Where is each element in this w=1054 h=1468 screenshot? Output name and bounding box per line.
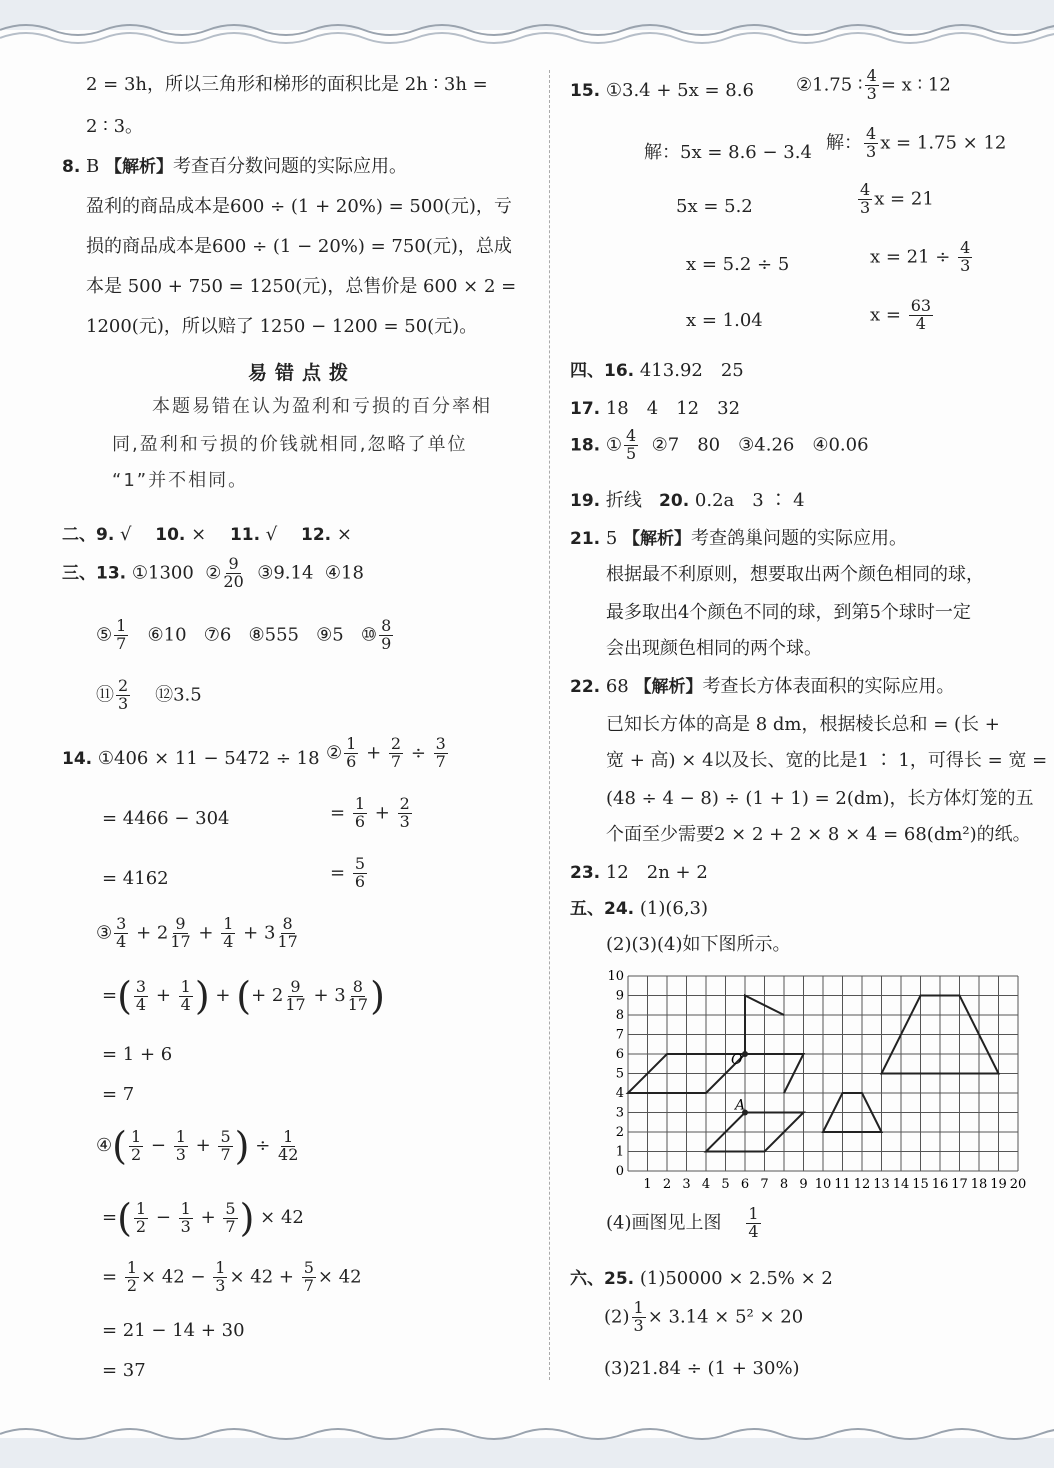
q23-number: 23. [570, 863, 601, 883]
paren: ( [117, 1196, 132, 1240]
fraction: $\frac{1}{3}$ [180, 1198, 191, 1236]
times-42: × 42 [317, 1266, 362, 1288]
x-tick-label: 10 [814, 1177, 832, 1192]
q24-after [606, 1206, 763, 1241]
paren: ) [234, 1124, 250, 1168]
x-tick-label: 14 [892, 1177, 910, 1192]
q17 [570, 394, 740, 420]
equals-sign: = [102, 1266, 118, 1288]
fraction: $\frac{4}{5}$ [626, 426, 637, 463]
answer-13-6: ⑥10 [147, 624, 187, 646]
answer-13-4: ④18 [324, 562, 364, 584]
equals-sign: = [102, 985, 118, 1006]
fraction: $\frac{3}{4}$ [116, 914, 127, 951]
q15-step: 解：5x = 8.6 − 3.4 [644, 142, 812, 163]
column-divider [549, 70, 550, 1380]
q12-number: 12. [301, 525, 332, 545]
fraction: $\frac{1}{3}$ [215, 1258, 226, 1295]
q14-part3-marker: ③ [96, 922, 113, 944]
times-42: × 42 [260, 1207, 304, 1228]
y-tick-label: 4 [615, 1086, 624, 1101]
section-3-row1 [62, 556, 364, 591]
q8-header [62, 152, 407, 178]
q14-part2-result [330, 856, 369, 891]
q15-step [870, 240, 974, 275]
q21-number: 21. [570, 529, 601, 549]
q24-part4-text: (4)画图见上图 [606, 1212, 722, 1234]
fraction: $\frac{8}{17}$ [277, 914, 298, 951]
section-5 [570, 894, 708, 919]
plus-whole: + 3 [243, 922, 276, 944]
q15-result: x = 1.04 [686, 310, 763, 331]
fraction: $\frac{1}{6}$ [354, 794, 366, 831]
q20-number: 20. [659, 491, 690, 511]
fraction: $\frac{3}{7}$ [435, 734, 446, 771]
fraction: $\frac{2}{7}$ [390, 734, 402, 771]
divide-sign: ÷ [255, 1135, 271, 1156]
plus-sign: + [366, 742, 382, 764]
fraction: $\frac{5}{7}$ [225, 1198, 236, 1236]
ratio-right: = x ∶ 12 [880, 74, 951, 96]
tip-line: “1”并不相同。 [112, 470, 249, 491]
q14-part3-result: = 7 [102, 1084, 135, 1105]
answer-13-12: ⑫3.5 [155, 684, 202, 706]
y-tick-label: 10 [607, 969, 624, 984]
divide-sign: ÷ [410, 742, 426, 764]
fraction: $\frac{8}{17}$ [347, 976, 369, 1014]
fraction: $\frac{1}{3}$ [633, 1298, 644, 1335]
y-tick-label: 5 [615, 1066, 624, 1082]
point-A-label: A [735, 1097, 746, 1114]
times-42: × 42 [141, 1266, 185, 1288]
answer-13-1: ①1300 [131, 562, 194, 584]
point-O-dot [742, 1051, 748, 1057]
equation: x = 21 [874, 188, 934, 210]
section-6 [570, 1264, 833, 1289]
fraction: $\frac{4}{3}$ [960, 238, 971, 275]
q22-line: (48 ÷ 4 − 8) ÷ (1 + 1) = 2(dm)，长方体灯笼的五 [606, 788, 1034, 809]
q21-description: 考查鸽巢问题的实际应用。 [691, 528, 908, 549]
answer-22: 68 [605, 676, 629, 697]
q14-part1-expression: ①406 × 11 − 5472 ÷ 18 [97, 748, 320, 769]
q21-line: 会出现颜色相同的两个球。 [606, 638, 822, 659]
answer-12: × [336, 524, 352, 545]
x-tick-label: 20 [1009, 1177, 1027, 1192]
x-tick-label: 1 [643, 1177, 652, 1192]
q8-analysis-tag: 【解析】 [105, 157, 173, 177]
q11-number: 11. [229, 525, 261, 545]
answer-16: 413.92 25 [639, 360, 744, 381]
q8-description: 考查百分数问题的实际应用。 [173, 156, 407, 177]
expression: × 3.14 × 5² × 20 [647, 1306, 804, 1328]
answer-9: √ [120, 524, 132, 545]
y-tick-label: 7 [615, 1027, 624, 1043]
q14-part3-step: = 1 + 6 [102, 1044, 173, 1065]
q14-part4-step: = 21 − 14 + 30 [102, 1320, 245, 1341]
q8-line: 本是 500 + 750 = 1250(元)，总售价是 600 × 2 = [86, 276, 517, 297]
fraction: $\frac{1}{2}$ [135, 1198, 147, 1236]
x-tick-label: 6 [740, 1177, 750, 1192]
q7-continuation-line2: 2 ∶ 3。 [86, 116, 144, 137]
x-tick-label: 4 [701, 1177, 711, 1192]
point-O-label: O [731, 1052, 743, 1068]
q18-number: 18. [570, 435, 601, 456]
fraction: $\frac{3}{4}$ [135, 976, 147, 1014]
answer-18-1-marker: ① [605, 434, 622, 456]
fraction: $\frac{1}{42}$ [278, 1126, 299, 1164]
q19-number: 19. [570, 491, 601, 511]
answer-13-2-marker: ② [205, 562, 222, 584]
answer-13-8: ⑧555 [248, 624, 299, 646]
x-tick-label: 17 [951, 1177, 968, 1192]
fraction: $\frac{1}{4}$ [223, 914, 234, 951]
fraction: $\frac{1}{2}$ [130, 1126, 142, 1164]
q15-header [570, 80, 754, 101]
equals-sign: = [102, 1207, 118, 1228]
q21-line: 根据最不利原则，想要取出两个颜色相同的球， [606, 564, 984, 585]
fraction: $\frac{4}{3}$ [866, 66, 877, 103]
x-tick-label: 18 [970, 1177, 988, 1192]
q14-part4-marker: ④ [96, 1135, 113, 1156]
x-tick-label: 2 [662, 1177, 672, 1192]
y-tick-label: 9 [615, 988, 624, 1004]
q8-line: 损的商品成本是600 ÷ (1 − 20%) = 750(元)，总成 [86, 236, 512, 257]
times-42: × 42 [229, 1266, 274, 1288]
plus-sign: + [198, 922, 214, 944]
q8-number: 8. [62, 157, 81, 177]
answer-19: 折线 [605, 490, 642, 511]
plus-sign: + [374, 802, 390, 824]
q22-header [570, 672, 955, 698]
x-tick-label: 3 [682, 1177, 691, 1192]
fraction: $\frac{1}{2}$ [126, 1258, 138, 1295]
paren: ) [370, 974, 385, 1018]
q24-sub: (2)(3)(4)如下图所示。 [606, 934, 791, 955]
fraction: $\frac{4}{3}$ [860, 180, 871, 217]
section-6-label: 六、25. [570, 1269, 635, 1289]
y-tick-label: 1 [615, 1144, 624, 1160]
coordinate-grid-figure [600, 966, 1030, 1196]
y-tick-label: 2 [615, 1125, 624, 1140]
x-tick-label: 5 [721, 1177, 730, 1192]
fraction: $\frac{8}{9}$ [381, 616, 392, 653]
q22-line: 已知长方体的高是 8 dm，根据棱长总和 = (长 + [606, 714, 1000, 735]
q15-number: 15. [570, 81, 601, 101]
q14-part2-step [330, 796, 414, 831]
q14-part2-expression [326, 736, 450, 771]
section-5-label: 五、24. [570, 899, 635, 919]
q15-step: x = 5.2 ÷ 5 [686, 254, 790, 275]
q8-line: 1200(元)，所以赔了 1250 − 1200 = 50(元)。 [86, 316, 478, 337]
x-tick-label: 7 [760, 1177, 769, 1192]
plus-whole: + 2 [136, 922, 169, 944]
fraction: $\frac{1}{4}$ [748, 1204, 759, 1241]
x-tick-label: 8 [779, 1177, 789, 1192]
q14-part4-result: = 37 [102, 1360, 146, 1381]
q21-analysis-tag: 【解析】 [623, 529, 692, 549]
fraction: $\frac{1}{3}$ [175, 1126, 186, 1164]
q23 [570, 858, 708, 884]
q22-line: 个面至少需要2 × 2 + 2 × 8 × 4 = 68(dm²)的纸。 [606, 824, 1031, 845]
q7-continuation-line1: 2 = 3h，所以三角形和梯形的面积比是 2h ∶ 3h = [86, 74, 488, 95]
plus-sign: + [155, 985, 171, 1006]
paren: ) [239, 1196, 255, 1240]
x-tick-label: 15 [912, 1177, 929, 1192]
y-tick-label: 3 [615, 1105, 624, 1121]
q14-part2-marker: ② [326, 742, 343, 764]
section-3-row3 [96, 678, 202, 713]
q14-part3-grouped [102, 974, 385, 1018]
y-tick-label: 0 [615, 1164, 624, 1179]
answer-10: × [191, 524, 207, 545]
plus-sign: + [215, 985, 231, 1006]
q18 [570, 428, 869, 463]
marker: (2) [604, 1306, 630, 1328]
fraction: $\frac{4}{3}$ [866, 124, 877, 161]
answer-25-2 [604, 1300, 803, 1335]
q15-step [856, 182, 934, 217]
equals-sign: = [330, 862, 346, 884]
x-tick-label: 11 [834, 1177, 851, 1192]
q10-number: 10. [155, 525, 186, 545]
y-tick-label: 8 [615, 1008, 624, 1023]
q19-q20 [570, 486, 805, 512]
answer-13-5-marker: ⑤ [96, 624, 113, 646]
answer-25-1: (1)50000 × 2.5% × 2 [639, 1268, 833, 1289]
fraction: $\frac{9}{20}$ [223, 554, 244, 591]
tip-line: 本题易错在认为盈利和亏损的百分率相 [152, 396, 492, 417]
answer-21: 5 [605, 528, 618, 549]
fraction: $\frac{63}{4}$ [910, 296, 932, 333]
answer-11: √ [265, 524, 278, 545]
paren: ( [112, 1124, 127, 1168]
q21-line: 最多取出4个颜色不同的球，到第5个球时一定 [606, 602, 971, 623]
fraction: $\frac{5}{7}$ [220, 1126, 231, 1164]
x-tick-label: 19 [990, 1177, 1007, 1192]
answer-13-10-marker: ⑩ [360, 624, 378, 646]
fraction: $\frac{2}{3}$ [118, 676, 129, 713]
equation: x = [870, 304, 901, 326]
q22-description: 考查长方体表面积的实际应用。 [702, 676, 955, 697]
answer-13-3: ③9.14 [257, 562, 314, 584]
q14-part4-distributed: = $\frac{1}{2}$ × 42 − $\frac{1}{3}$ × 42 + $\frac{5}{7}$ × 42 [102, 1258, 362, 1295]
fraction: $\frac{1}{4}$ [180, 976, 191, 1014]
whole: + 2 [251, 985, 284, 1006]
q21-header [570, 524, 907, 550]
x-tick-label: 9 [799, 1177, 808, 1192]
answer-13-9: ⑨5 [316, 624, 344, 646]
q14-part1-header [62, 748, 320, 769]
section-4-label: 四、16. [570, 361, 635, 381]
answer-13-7: ⑦6 [203, 624, 232, 646]
q15-part1: ①3.4 + 5x = 8.6 [605, 80, 754, 101]
q14-part1-step: = 4162 [102, 868, 169, 889]
answer-25-3: (3)21.84 ÷ (1 + 30%) [604, 1358, 800, 1379]
plus-sign: + [278, 1266, 294, 1288]
fraction: $\frac{5}{7}$ [303, 1258, 314, 1295]
q8-answer: B [86, 156, 100, 177]
answer-24-1: (1)(6,3) [639, 898, 709, 919]
plus-sign: + [200, 1207, 216, 1228]
q15-result [870, 298, 935, 333]
q14-part4-expression: ④( $\frac{1}{2}$ − $\frac{1}{3}$ + $\frac{5}{7}$ ) ÷ $\frac{1}{42}$ [96, 1124, 299, 1168]
section-3-row2 [96, 618, 395, 653]
q22-analysis-tag: 【解析】 [634, 677, 703, 697]
q8-line: 盈利的商品成本是600 ÷ (1 + 20%) = 500(元)，亏 [86, 196, 512, 217]
tip-line: 同,盈利和亏损的价钱就相同,忽略了单位 [112, 434, 468, 455]
x-tick-label: 16 [931, 1177, 949, 1192]
x-tick-label: 13 [873, 1177, 890, 1192]
q14-part4-step: =( $\frac{1}{2}$ − $\frac{1}{3}$ + $\frac{5}{7}$ ) × 42 [102, 1196, 304, 1240]
fraction: $\frac{1}{7}$ [116, 616, 127, 653]
plus-whole: + 3 [313, 985, 346, 1006]
section-2-answers [62, 520, 352, 546]
footer-wave-decoration [0, 1422, 1054, 1468]
plus-sign: + [195, 1135, 211, 1156]
q17-number: 17. [570, 399, 601, 419]
fraction: $\frac{9}{17}$ [170, 914, 191, 951]
tip-title: 易错点拨 [248, 362, 357, 384]
answer-17: 18 4 12 32 [605, 398, 741, 419]
fraction: $\frac{5}{6}$ [354, 854, 366, 891]
answer-20: 0.2a 3 ∶ 4 [694, 490, 805, 511]
section-3-label: 三、13. [62, 563, 127, 584]
equation: x = 21 ÷ [870, 246, 951, 268]
equals-sign: = [330, 802, 346, 824]
q15-part2 [796, 68, 951, 103]
answer-18-rest: ②7 80 ③4.26 ④0.06 [651, 434, 869, 456]
fraction: $\frac{9}{17}$ [285, 976, 306, 1014]
paren: ( [117, 974, 132, 1018]
answer-13-11-marker: ⑪ [96, 684, 114, 706]
q22-number: 22. [570, 677, 601, 697]
q15-step: 5x = 5.2 [676, 196, 753, 217]
paren: ( [236, 974, 252, 1018]
x-tick-label: 12 [853, 1177, 871, 1192]
equation: x = 1.75 × 12 [880, 132, 1007, 154]
q22-line: 宽 + 高) × 4以及长、宽的比是1 ∶ 1，可得长 = 宽 = [606, 750, 1048, 771]
q14-part3-expression [96, 916, 300, 951]
paren: ) [194, 974, 210, 1018]
q14-part1-step: = 4466 − 304 [102, 808, 230, 829]
y-tick-label: 6 [615, 1047, 624, 1062]
answer-23: 12 2n + 2 [605, 862, 708, 883]
q15-step [826, 126, 1006, 161]
section-4 [570, 356, 744, 382]
q14-number: 14. [62, 749, 93, 769]
ratio-left: ②1.75 ∶ [796, 74, 863, 96]
solve-label: 解： [826, 132, 862, 154]
fraction: $\frac{1}{6}$ [346, 734, 357, 771]
header-wave-decoration [0, 0, 1054, 46]
fraction: $\frac{2}{3}$ [399, 794, 410, 831]
section-2-label: 二、9. [62, 525, 115, 545]
